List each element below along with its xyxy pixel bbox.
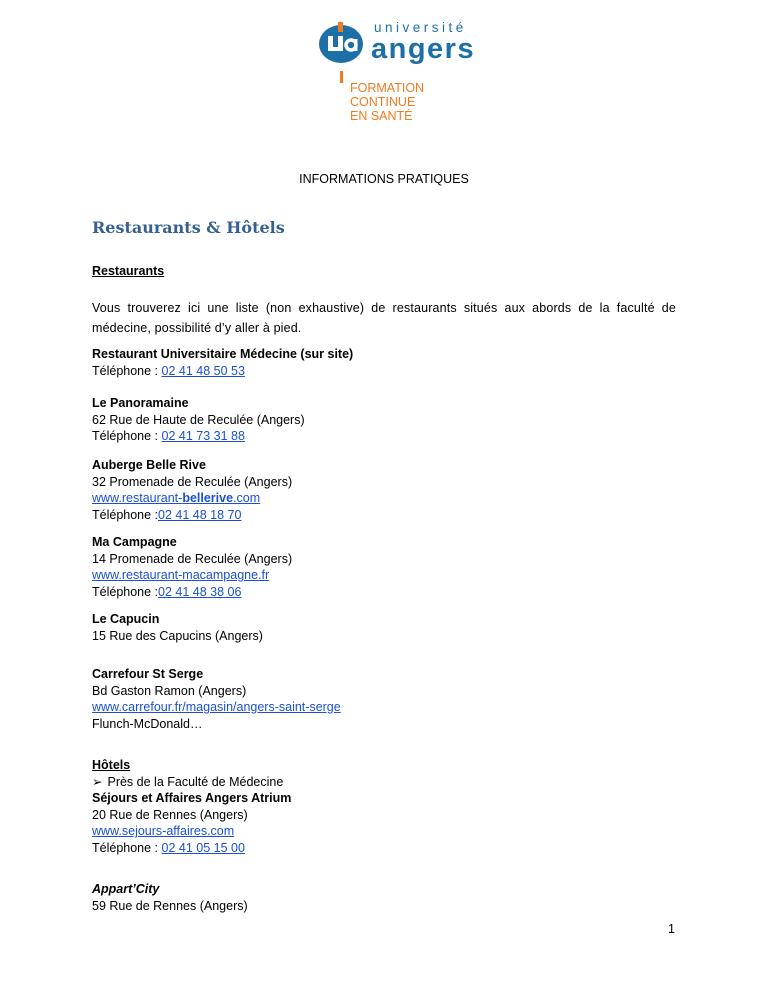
hotels-bullet-line	[92, 774, 291, 791]
restaurant-name: Le Panoramaine	[92, 396, 189, 410]
phone-link[interactable]: 02 41 73 31 88	[161, 429, 245, 443]
website-link-prefix: www.restaurant-	[92, 491, 183, 505]
hotel-name: Séjours et Affaires Angers Atrium	[92, 791, 292, 805]
document-header: INFORMATIONS PRATIQUES	[299, 172, 469, 186]
hotel-name: Appart’City	[92, 882, 160, 896]
hotels-heading: Hôtels	[92, 758, 131, 772]
formation-accent-bar	[340, 71, 343, 83]
hotel-address: 20 Rue de Rennes (Angers)	[92, 807, 248, 822]
phone-line	[92, 507, 292, 524]
formation-line-1: FORMATION	[350, 81, 425, 95]
restaurant-address: 14 Promenade de Reculée (Angers)	[92, 551, 293, 566]
section-title: Restaurants & Hôtels	[92, 218, 285, 237]
restaurant-carrefour	[92, 666, 341, 732]
restaurant-address: 32 Promenade de Reculée (Angers)	[92, 474, 293, 489]
phone-label: Téléphone :	[92, 840, 162, 855]
restaurant-name: Le Capucin	[92, 612, 160, 626]
website-link[interactable]: www.restaurant-macampagne.fr	[92, 568, 270, 582]
restaurant-address: 62 Rue de Haute de Reculée (Angers)	[92, 412, 305, 427]
website-line	[92, 567, 292, 584]
hotel-appartcity	[92, 881, 248, 914]
restaurant-note: Flunch-McDonald…	[92, 716, 203, 731]
restaurant-ru	[92, 346, 353, 379]
website-link-bold: bellerive	[182, 491, 234, 505]
website-line	[92, 699, 341, 716]
hotel-address: 59 Rue de Rennes (Angers)	[92, 898, 248, 913]
website-link[interactable]: www.carrefour.fr/magasin/angers-saint-serge	[92, 700, 341, 714]
universite-angers-logo	[314, 14, 484, 126]
phone-link[interactable]: 02 41 05 15 00	[161, 840, 245, 855]
restaurants-intro: Vous trouverez ici une liste (non exhaustive) de restaurants situés aux abords de la faculté de médecine, possibilité d’y aller à pied.	[92, 301, 676, 335]
hotels-section	[92, 757, 291, 856]
phone-line	[92, 840, 291, 857]
restaurant-capucin	[92, 611, 263, 644]
website-line	[92, 490, 292, 507]
phone-link[interactable]: 02 41 48 38 06	[158, 584, 242, 599]
arrow-bullet-icon: ➢	[92, 774, 103, 789]
website-link[interactable]: www.sejours-affaires.com	[92, 824, 235, 838]
restaurant-name: Carrefour St Serge	[92, 667, 204, 681]
formation-line-3: EN SANTÉ	[350, 109, 413, 123]
website-link[interactable]	[92, 491, 260, 505]
bullet-text: Près de la Faculté de Médecine	[107, 774, 284, 789]
page-number: 1	[668, 922, 675, 936]
phone-line	[92, 584, 292, 601]
website-line	[92, 823, 291, 840]
phone-link[interactable]: 02 41 48 50 53	[161, 363, 245, 378]
restaurant-name: Ma Campagne	[92, 535, 177, 549]
restaurant-address: 15 Rue des Capucins (Angers)	[92, 628, 263, 643]
formation-line-2: CONTINUE	[350, 95, 416, 109]
restaurant-macampagne	[92, 534, 292, 600]
restaurants-heading: Restaurants	[92, 264, 165, 278]
phone-label: Téléphone :	[92, 507, 159, 522]
restaurant-address: Bd Gaston Ramon (Angers)	[92, 683, 247, 698]
logo-universite-label: université	[374, 20, 467, 35]
phone-line	[92, 428, 305, 445]
phone-label: Téléphone :	[92, 363, 162, 378]
restaurant-bellerive	[92, 457, 292, 523]
website-link-suffix: .com	[233, 491, 261, 505]
phone-label: Téléphone :	[92, 429, 162, 443]
logo-angers-label: angers	[371, 33, 476, 65]
phone-label: Téléphone :	[92, 584, 159, 599]
restaurant-panoramaine	[92, 395, 305, 445]
phone-link[interactable]: 02 41 48 18 70	[158, 507, 242, 522]
phone-line	[92, 363, 353, 380]
restaurant-name: Auberge Belle Rive	[92, 458, 206, 472]
restaurant-name: Restaurant Universitaire Médecine (sur site)	[92, 347, 354, 361]
ua-logo-mark-icon	[318, 20, 364, 64]
